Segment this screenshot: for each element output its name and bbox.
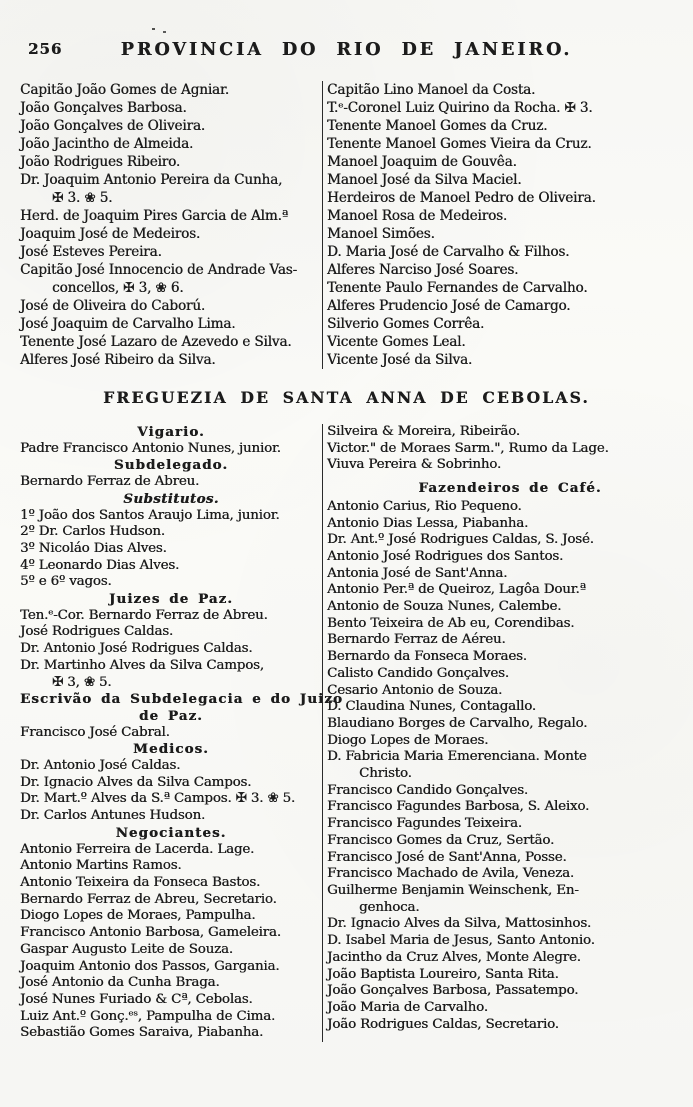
text-line: Subdelegado.: [113, 457, 229, 474]
directory-entry: [327, 424, 693, 441]
text-line: D. Fabricia Maria Emerenciana. Monte: [327, 749, 587, 765]
directory-entry: [327, 135, 693, 153]
text-line: Silveira & Moreira, Ribeirão.: [327, 424, 520, 439]
text-line: Tenente Manoel Gomes da Cruz.: [327, 118, 548, 134]
directory-entry: [327, 117, 693, 135]
text-line: Capitão José Innocencio de Andrade Vas-: [20, 262, 297, 278]
directory-entry: [327, 225, 693, 243]
column-subheading: [20, 741, 322, 758]
column-subheading: [20, 424, 322, 441]
directory-entry: [20, 892, 322, 909]
text-line: Herdeiros de Manoel Pedro de Oliveira.: [327, 190, 596, 206]
text-line: João Gonçalves Barbosa.: [20, 100, 187, 116]
directory-entry: [327, 967, 693, 984]
directory-entry: [20, 297, 322, 315]
directory-entry: [20, 243, 322, 261]
text-line: Jacintho da Cruz Alves, Monte Alegre.: [327, 949, 581, 965]
text-line: Calisto Candido Gonçalves.: [327, 665, 509, 681]
text-line: João Baptista Loureiro, Santa Rita.: [327, 966, 559, 982]
directory-entry: [327, 833, 693, 850]
directory-entry: [327, 315, 693, 333]
text-line: João Gonçalves de Oliveira.: [20, 118, 205, 134]
directory-entry: [20, 908, 322, 925]
text-line: Tenente Manoel Gomes Vieira da Cruz.: [327, 136, 592, 152]
text-line: Vigario.: [137, 424, 205, 440]
text-line: Vicente Gomes Leal.: [327, 334, 466, 350]
column-subheading: [327, 480, 693, 497]
text-line: João Maria de Carvalho.: [327, 999, 488, 1015]
directory-entry: [327, 850, 693, 867]
directory-entry: [327, 566, 693, 583]
page-header: [0, 0, 693, 68]
text-line: ✠ 3, ❀ 5.: [52, 674, 112, 690]
directory-entry: [327, 916, 693, 933]
text-line: Alferes Prudencio José de Camargo.: [327, 298, 571, 314]
directory-entry: [20, 942, 322, 959]
text-line: Capitão João Gomes de Agniar.: [20, 82, 229, 98]
directory-entry: [20, 842, 322, 859]
directory-entry: [20, 135, 322, 153]
directory-entry: [327, 749, 693, 782]
text-line: Tenente José Lazaro de Azevedo e Silva.: [20, 334, 292, 350]
text-line: Joaquim Antonio dos Passos, Gargania.: [20, 958, 280, 974]
directory-entry: [327, 1017, 693, 1034]
text-line: Dr. Ant.º José Rodrigues Caldas, S. José.: [327, 532, 594, 548]
text-line: Antonio Teixeira da Fonseca Bastos.: [20, 874, 261, 890]
text-line: Alferes José Ribeiro da Silva.: [20, 352, 216, 368]
directory-entry: [20, 725, 322, 742]
text-line: Dr. Ignacio Alves da Silva Campos.: [20, 774, 252, 790]
directory-entry: [20, 171, 322, 207]
text-line: Francisco Antonio Barbosa, Gameleira.: [20, 925, 281, 941]
column-subheading: [20, 491, 322, 508]
directory-entry: [20, 207, 322, 225]
directory-entry: [327, 582, 693, 599]
directory-entry: [20, 117, 322, 135]
text-line: 1º João dos Santos Araujo Lima, junior.: [20, 507, 280, 523]
text-line: Viuva Pereira & Sobrinho.: [327, 457, 501, 473]
directory-entry: [327, 733, 693, 750]
text-line: 5º e 6º vagos.: [20, 574, 112, 590]
directory-entry: [327, 783, 693, 800]
text-line: Bernardo da Fonseca Moraes.: [327, 649, 527, 665]
text-line: Guilherme Benjamin Weinschenk, En-: [327, 882, 579, 898]
text-line: Francisco Candido Gonçalves.: [327, 782, 528, 798]
text-line: José Nunes Furiado & Cª, Cebolas.: [20, 991, 253, 1007]
text-line: Bernardo Ferraz de Abreu, Secretario.: [20, 891, 277, 907]
page-number: 256: [28, 40, 63, 58]
directory-entry: [20, 225, 322, 243]
text-line: concellos, ✠ 3, ❀ 6.: [52, 280, 184, 296]
column-subheading: [20, 591, 322, 608]
text-line: Capitão Lino Manoel da Costa.: [327, 82, 536, 98]
text-line: 3º Nicoláo Dias Alves.: [20, 540, 167, 556]
text-line: Dr. Carlos Antunes Hudson.: [20, 808, 206, 824]
directory-entry: [327, 649, 693, 666]
text-line: Dr. Joaquim Antonio Pereira da Cunha,: [20, 172, 283, 188]
text-line: Cesario Antonio de Souza.: [327, 682, 503, 698]
text-line: Antonio Martins Ramos.: [20, 858, 182, 874]
column-left: [0, 424, 343, 1042]
text-line: Christo.: [359, 766, 412, 782]
text-line: Bernardo Ferraz de Abreu.: [20, 474, 200, 490]
directory-entry: [20, 508, 322, 525]
text-line: João Jacintho de Almeida.: [20, 136, 194, 152]
text-line: Bento Teixeira de Ab eu, Corendibas.: [327, 615, 575, 631]
text-line: Francisco Fagundes Teixeira.: [327, 816, 522, 832]
directory-entry: [327, 333, 693, 351]
directory-entry: [327, 599, 693, 616]
text-line: 4º Leonardo Dias Alves.: [20, 557, 180, 573]
directory-entry: [327, 549, 693, 566]
text-line: Francisco José Cabral.: [20, 724, 170, 740]
directory-entry: [20, 474, 322, 491]
directory-entry: [327, 243, 693, 261]
directory-entry: [20, 574, 322, 591]
text-line: Diogo Lopes de Moraes, Pampulha.: [20, 908, 256, 924]
directory-entry: [327, 351, 693, 369]
text-line: Antonia José de Sant'Anna.: [327, 565, 508, 581]
directory-entry: [327, 683, 693, 700]
text-line: Francisco Fagundes Barbosa, S. Aleixo.: [327, 799, 590, 815]
freguezia-section-heading: FREGUEZIA DE SANTA ANNA DE CEBOLAS.: [103, 388, 590, 407]
text-line: Antonio Dias Lessa, Piabanha.: [327, 515, 529, 531]
directory-entry: [327, 297, 693, 315]
text-line: Gaspar Augusto Leite de Souza.: [20, 941, 233, 957]
directory-entry: [20, 658, 322, 691]
text-line: de Paz.: [139, 707, 203, 724]
directory-entry: [20, 1009, 322, 1026]
text-line: Luiz Ant.º Gonç.ᵉˢ, Pampulha de Cima.: [20, 1008, 276, 1024]
text-line: Substitutos.: [123, 490, 219, 507]
text-line: Francisco Machado de Avila, Veneza.: [327, 866, 574, 882]
directory-entry: [327, 207, 693, 225]
directory-entry: [20, 925, 322, 942]
directory-entry: [20, 624, 322, 641]
directory-entry: [20, 81, 322, 99]
text-line: Juizes de Paz.: [108, 591, 234, 608]
text-line: Fazendeiros de Café.: [418, 480, 602, 497]
text-line: Dr. Antonio José Rodrigues Caldas.: [20, 641, 253, 657]
directory-entry: [20, 791, 322, 808]
directory-entry: [327, 616, 693, 633]
text-line: Victor." de Moraes Sarm.", Rumo da Lage.: [327, 440, 609, 456]
militia-list-section: [0, 81, 693, 369]
text-line: 2º Dr. Carlos Hudson.: [20, 524, 165, 540]
text-line: Dr. Mart.º Alves da S.ª Campos. ✠ 3. ❀ 5.: [20, 791, 295, 807]
text-line: Antonio José Rodrigues dos Santos.: [327, 548, 564, 564]
text-line: Ten.ᵉ-Cor. Bernardo Ferraz de Abreu.: [20, 607, 268, 623]
directory-entry: [327, 950, 693, 967]
directory-entry: [20, 261, 322, 297]
column-right: [322, 81, 693, 369]
column-left: [0, 81, 322, 369]
column-subheading: [20, 691, 343, 724]
text-line: D. Claudina Nunes, Contagallo.: [327, 699, 536, 715]
column-right: [322, 424, 693, 1042]
directory-entry: [327, 799, 693, 816]
directory-entry: [327, 516, 693, 533]
directory-entry: [20, 992, 322, 1009]
text-line: Francisco José de Sant'Anna, Posse.: [327, 849, 567, 865]
text-line: T.ᵉ-Coronel Luiz Quirino da Rocha. ✠ 3.: [327, 100, 593, 116]
text-line: Silverio Gomes Corrêa.: [327, 316, 485, 332]
directory-entry: [20, 99, 322, 117]
directory-entry: [327, 816, 693, 833]
directory-entry: [20, 333, 322, 351]
text-line: Manoel José da Silva Maciel.: [327, 172, 522, 188]
directory-entry: [327, 699, 693, 716]
directory-entry: [327, 866, 693, 883]
text-line: Antonio Carius, Rio Pequeno.: [327, 498, 522, 514]
directory-entry: [327, 279, 693, 297]
text-line: Manoel Simões.: [327, 226, 435, 242]
text-line: Antonio de Souza Nunes, Calembe.: [327, 599, 562, 615]
text-line: Tenente Paulo Fernandes de Carvalho.: [327, 280, 588, 296]
directory-entry: [20, 775, 322, 792]
directory-entry: [327, 457, 693, 474]
directory-entry: [20, 641, 322, 658]
text-line: D. Maria José de Carvalho & Filhos.: [327, 244, 570, 260]
text-line: Francisco Gomes da Cruz, Sertão.: [327, 832, 555, 848]
text-line: Alferes Narciso José Soares.: [327, 262, 519, 278]
directory-entry: [327, 933, 693, 950]
directory-entry: [20, 858, 322, 875]
directory-entry: [327, 81, 693, 99]
directory-entry: [20, 808, 322, 825]
directory-entry: [327, 883, 693, 916]
text-line: José Rodrigues Caldas.: [20, 624, 174, 640]
directory-entry: [20, 315, 322, 333]
text-line: Dr. Ignacio Alves da Silva, Mattosinhos.: [327, 916, 592, 932]
text-line: D. Isabel Maria de Jesus, Santo Antonio.: [327, 933, 595, 949]
text-line: João Rodrigues Ribeiro.: [20, 154, 181, 170]
directory-entry: [20, 441, 322, 458]
text-line: Antonio Ferreira de Lacerda. Lage.: [20, 841, 255, 857]
directory-entry: [20, 959, 322, 976]
text-line: José de Oliveira do Caború.: [20, 298, 206, 314]
directory-entry: [20, 1025, 322, 1042]
directory-entry: [327, 99, 693, 117]
directory-entry: [20, 608, 322, 625]
directory-entry: [327, 171, 693, 189]
directory-entry: [327, 532, 693, 549]
text-line: ✠ 3. ❀ 5.: [52, 190, 113, 206]
text-line: Blaudiano Borges de Carvalho, Regalo.: [327, 715, 588, 731]
directory-entry: [327, 632, 693, 649]
text-line: João Gonçalves Barbosa, Passatempo.: [327, 983, 579, 999]
text-line: José Esteves Pereira.: [20, 244, 162, 260]
directory-entry: [327, 189, 693, 207]
text-line: Diogo Lopes de Moraes.: [327, 732, 489, 748]
text-line: Negociantes.: [115, 824, 227, 841]
directory-entry: [327, 716, 693, 733]
text-line: Vicente José da Silva.: [327, 352, 473, 368]
column-subheading: [20, 457, 322, 474]
directory-entry: [20, 558, 322, 575]
page-title: PROVINCIA DO RIO DE JANEIRO.: [120, 40, 573, 60]
directory-entry: [20, 153, 322, 171]
freguezia-section: [0, 424, 693, 1042]
directory-entry: [327, 666, 693, 683]
text-line: Antonio Per.ª de Queiroz, Lagôa Dour.ª: [327, 582, 586, 598]
text-line: Manoel Rosa de Medeiros.: [327, 208, 508, 224]
directory-entry: [20, 351, 322, 369]
directory-entry: [327, 983, 693, 1000]
text-line: José Antonio da Cunha Braga.: [20, 975, 220, 991]
text-line: Medicos.: [133, 741, 209, 758]
text-line: Dr. Antonio José Caldas.: [20, 758, 181, 774]
text-line: João Rodrigues Caldas, Secretario.: [327, 1016, 559, 1032]
directory-entry: [20, 875, 322, 892]
text-line: Joaquim José de Medeiros.: [20, 226, 201, 242]
text-line: Manoel Joaquim de Gouvêa.: [327, 154, 517, 170]
text-line: genhoca.: [359, 899, 420, 915]
text-line: Bernardo Ferraz de Aéreu.: [327, 632, 506, 648]
directory-entry: [20, 758, 322, 775]
directory-entry: [327, 153, 693, 171]
directory-entry: [327, 1000, 693, 1017]
directory-entry: [20, 975, 322, 992]
directory-entry: [327, 261, 693, 279]
text-line: José Joaquim de Carvalho Lima.: [20, 316, 236, 332]
directory-entry: [327, 499, 693, 516]
directory-entry: [20, 541, 322, 558]
text-line: Sebastião Gomes Saraiva, Piabanha.: [20, 1025, 264, 1041]
column-subheading: [20, 825, 322, 842]
text-line: Dr. Martinho Alves da Silva Campos,: [20, 657, 264, 673]
text-line: Padre Francisco Antonio Nunes, junior.: [20, 440, 281, 456]
text-line: Herd. de Joaquim Pires Garcia de Alm.ª: [20, 208, 288, 224]
text-line: Escrivão da Subdelegacia e do Juizo: [20, 691, 343, 708]
directory-entry: [327, 441, 693, 458]
directory-entry: [20, 524, 322, 541]
